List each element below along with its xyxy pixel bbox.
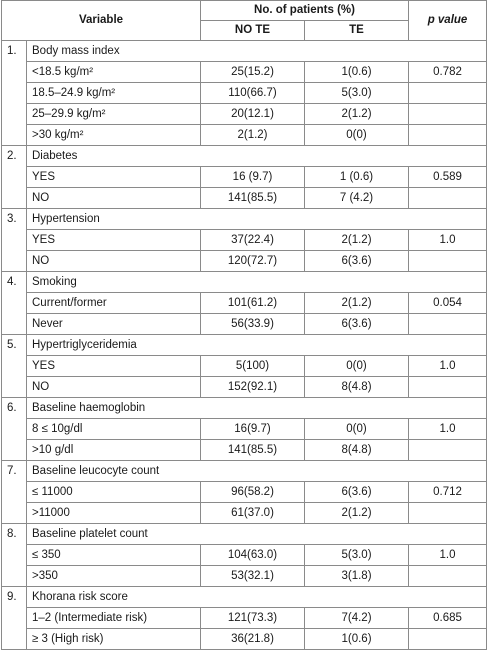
te-cell: 2(1.2) [305,293,409,314]
no-te-cell: 120(72.7) [201,251,305,272]
section-index: 4. [2,272,27,335]
section-title: Smoking [27,272,487,293]
row-label: Current/former [27,293,201,314]
section-index: 6. [2,398,27,461]
no-te-cell: 141(85.5) [201,440,305,461]
no-te-cell: 37(22.4) [201,230,305,251]
section-row [2,41,487,62]
table-row [2,230,487,251]
p-value-cell [409,314,487,335]
no-te-cell: 20(12.1) [201,104,305,125]
table-row [2,83,487,104]
section-index: 2. [2,146,27,209]
section-title: Hypertension [27,209,487,230]
row-label: NO [27,188,201,209]
p-value-cell [409,377,487,398]
row-label: YES [27,356,201,377]
p-value-cell: 1.0 [409,230,487,251]
te-cell: 6(3.6) [305,482,409,503]
no-te-cell: 121(73.3) [201,608,305,629]
p-value-cell [409,83,487,104]
row-label: >11000 [27,503,201,524]
te-cell: 0(0) [305,356,409,377]
section-index: 5. [2,335,27,398]
row-label: YES [27,230,201,251]
patients-group-header: No. of patients (%) [201,1,409,21]
row-label: >350 [27,566,201,587]
table-row [2,188,487,209]
p-value-cell [409,251,487,272]
table-row [2,440,487,461]
variable-header: Variable [2,1,201,41]
row-label: 25–29.9 kg/m² [27,104,201,125]
row-label: NO [27,251,201,272]
no-te-cell: 53(32.1) [201,566,305,587]
p-value-cell: 0.782 [409,62,487,83]
section-row [2,461,487,482]
table-row [2,314,487,335]
p-value-cell [409,188,487,209]
no-te-cell: 141(85.5) [201,188,305,209]
no-te-cell: 104(63.0) [201,545,305,566]
section-index: 8. [2,524,27,587]
p-value-cell: 0.054 [409,293,487,314]
te-cell: 5(3.0) [305,545,409,566]
row-label: >30 kg/m² [27,125,201,146]
section-index: 9. [2,587,27,650]
te-cell: 5(3.0) [305,83,409,104]
no-te-cell: 36(21.8) [201,629,305,650]
p-value-cell: 0.685 [409,608,487,629]
table-row [2,356,487,377]
no-te-cell: 56(33.9) [201,314,305,335]
section-title: Diabetes [27,146,487,167]
p-value-cell [409,440,487,461]
te-cell: 7 (4.2) [305,188,409,209]
no-te-cell: 110(66.7) [201,83,305,104]
te-cell: 6(3.6) [305,314,409,335]
te-cell: 6(3.6) [305,251,409,272]
table-row [2,482,487,503]
p-value-cell: 0.712 [409,482,487,503]
p-value-cell [409,125,487,146]
table-row [2,293,487,314]
te-cell: 1(0.6) [305,62,409,83]
row-label: <18.5 kg/m² [27,62,201,83]
no-te-header: NO TE [201,21,305,41]
p-value-cell: 1.0 [409,419,487,440]
no-te-cell: 16(9.7) [201,419,305,440]
te-cell: 7(4.2) [305,608,409,629]
table-row [2,503,487,524]
section-title: Baseline platelet count [27,524,487,545]
table-row [2,608,487,629]
section-row [2,335,487,356]
p-value-cell [409,503,487,524]
patient-characteristics-table [1,0,487,650]
table-row [2,125,487,146]
section-title: Body mass index [27,41,487,62]
te-cell: 2(1.2) [305,503,409,524]
section-row [2,209,487,230]
table-row [2,566,487,587]
row-label: ≤ 11000 [27,482,201,503]
te-cell: 1 (0.6) [305,167,409,188]
section-row [2,398,487,419]
te-header: TE [305,21,409,41]
section-index: 3. [2,209,27,272]
te-cell: 1(0.6) [305,629,409,650]
section-row [2,524,487,545]
section-title: Baseline leucocyte count [27,461,487,482]
p-value-cell: 1.0 [409,356,487,377]
p-value-cell [409,629,487,650]
p-value-header: p value [409,1,487,41]
no-te-cell: 152(92.1) [201,377,305,398]
table-row [2,419,487,440]
te-cell: 3(1.8) [305,566,409,587]
section-row [2,587,487,608]
table-row [2,629,487,650]
row-label: Never [27,314,201,335]
table-row [2,377,487,398]
row-label: NO [27,377,201,398]
no-te-cell: 5(100) [201,356,305,377]
p-value-cell [409,566,487,587]
no-te-cell: 2(1.2) [201,125,305,146]
te-cell: 0(0) [305,419,409,440]
section-row [2,146,487,167]
p-value-cell: 1.0 [409,545,487,566]
section-title: Hypertriglyceridemia [27,335,487,356]
table-body [2,41,487,650]
row-label: >10 g/dl [27,440,201,461]
no-te-cell: 61(37.0) [201,503,305,524]
section-title: Khorana risk score [27,587,487,608]
no-te-cell: 101(61.2) [201,293,305,314]
te-cell: 8(4.8) [305,440,409,461]
row-label: 18.5–24.9 kg/m² [27,83,201,104]
section-title: Baseline haemoglobin [27,398,487,419]
te-cell: 0(0) [305,125,409,146]
te-cell: 2(1.2) [305,104,409,125]
te-cell: 2(1.2) [305,230,409,251]
table-header [2,1,487,41]
p-value-cell [409,104,487,125]
section-row [2,272,487,293]
te-cell: 8(4.8) [305,377,409,398]
table-row [2,167,487,188]
row-label: ≥ 3 (High risk) [27,629,201,650]
no-te-cell: 25(15.2) [201,62,305,83]
row-label: 1–2 (Intermediate risk) [27,608,201,629]
table-row [2,62,487,83]
p-value-cell: 0.589 [409,167,487,188]
section-index: 1. [2,41,27,146]
table-row [2,251,487,272]
no-te-cell: 16 (9.7) [201,167,305,188]
section-index: 7. [2,461,27,524]
table-row [2,545,487,566]
row-label: 8 ≤ 10g/dl [27,419,201,440]
no-te-cell: 96(58.2) [201,482,305,503]
table-row [2,104,487,125]
row-label: YES [27,167,201,188]
row-label: ≤ 350 [27,545,201,566]
